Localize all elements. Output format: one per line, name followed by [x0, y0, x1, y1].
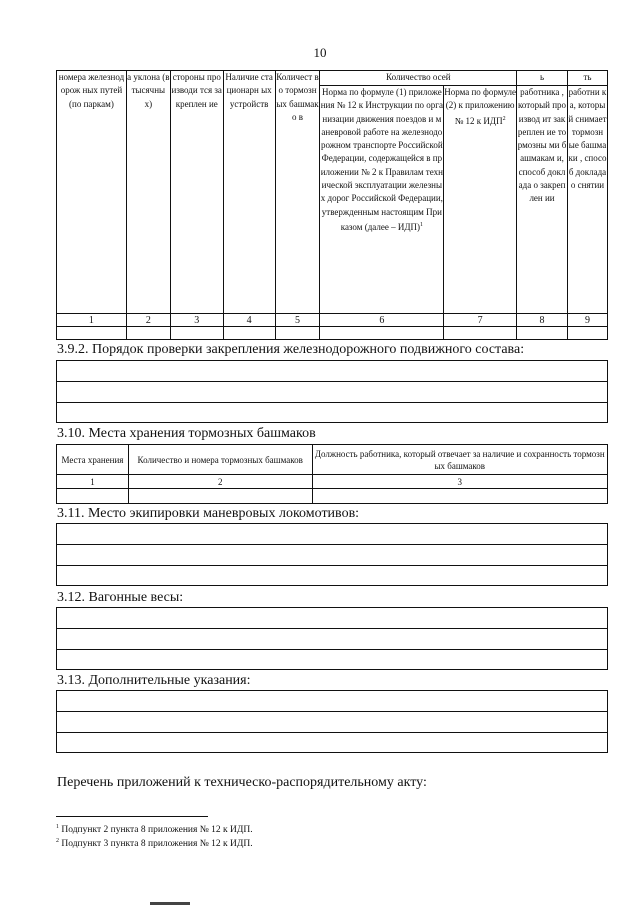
empty-cell [320, 327, 444, 340]
empty-cell [57, 327, 127, 340]
column-number: 7 [444, 314, 517, 327]
header-norm-formula-2: Норма по формуле (2) к приложению № 12 к ИДП$^2$ [444, 86, 517, 314]
appendix-list-heading: Перечень приложений к техническо-распорядительному акту: [57, 775, 427, 790]
header-responsible-position: Должность работника, который отвечает за наличие и сохранность тормозных башмаков [312, 445, 607, 475]
column-number: 8 [517, 314, 568, 327]
section-3-9-2-heading: 3.9.2. Порядок проверки закрепления железнодорожного подвижного состава: [57, 342, 525, 357]
column-number: 2 [128, 475, 312, 489]
column-number: 2 [126, 314, 170, 327]
empty-cell [128, 489, 312, 504]
empty-cell [275, 327, 320, 340]
blank-line [57, 545, 607, 566]
footnote-separator [56, 816, 208, 817]
empty-cell [567, 327, 607, 340]
column-number: 3 [312, 475, 607, 489]
blank-line [57, 629, 607, 650]
header-storage-place: Места хранения [57, 445, 129, 475]
blank-line [57, 403, 607, 422]
header-remover: работни ка, который снимает тормозн ые башмаки , способ доклада о снятии [567, 86, 607, 314]
section-3-10-heading: 3.10. Места хранения тормозных башмаков [57, 426, 316, 441]
footnote-1: $^1$ Подпункт 2 пункта 8 приложения № 12 к ИДП. [56, 824, 253, 836]
column-number: 5 [275, 314, 320, 327]
header-side: стороны производи тся закреплен ие [170, 71, 223, 314]
section-3-13-heading: 3.13. Дополнительные указания: [57, 673, 251, 688]
column-number: 9 [567, 314, 607, 327]
section-3-9-2-lines [56, 360, 608, 423]
empty-cell [170, 327, 223, 340]
storage-table [56, 444, 608, 504]
column-number: 1 [57, 314, 127, 327]
header-stationary-devices: Наличие стационарн ых устройств [223, 71, 275, 314]
column-number: 1 [57, 475, 129, 489]
section-3-13-lines [56, 690, 608, 753]
main-table [56, 70, 608, 340]
empty-cell [57, 489, 129, 504]
blank-line [57, 733, 607, 752]
header-axes-count: Количество осей [320, 71, 517, 86]
header-remover-top: ть [567, 71, 607, 86]
header-shoe-numbers: Количество и номера тормозных башмаков [128, 445, 312, 475]
column-number: 4 [223, 314, 275, 327]
blank-line [57, 566, 607, 585]
blank-line [57, 691, 607, 712]
empty-cell [126, 327, 170, 340]
empty-cell [312, 489, 607, 504]
blank-line [57, 361, 607, 382]
footnote-2: $^2$ Подпункт 3 пункта 8 приложения № 12 к ИДП. [56, 838, 253, 850]
blank-line [57, 608, 607, 629]
header-track-numbers: номера железнодорож ных путей (по паркам) [57, 71, 127, 314]
empty-cell [444, 327, 517, 340]
table-row [57, 327, 608, 340]
header-installer: работника , который производ ит закреплен ие тормозны ми башмакам и, способ доклада о закреплен ии [517, 86, 568, 314]
blank-line [57, 524, 607, 545]
empty-cell [223, 327, 275, 340]
page-number: 10 [313, 45, 327, 60]
table-row [57, 489, 608, 504]
blank-line [57, 382, 607, 403]
blank-line [57, 650, 607, 669]
column-number: 6 [320, 314, 444, 327]
section-3-12-heading: 3.12. Вагонные весы: [57, 590, 184, 605]
empty-cell [517, 327, 568, 340]
blank-line [57, 712, 607, 733]
header-installer-top: ь [517, 71, 568, 86]
section-3-11-lines [56, 523, 608, 586]
header-shoe-count: Количест во тормозн ых башмако в [275, 71, 320, 314]
header-slope: а уклона (в тысячны х) [126, 71, 170, 314]
section-3-11-heading: 3.11. Место экипировки маневровых локомотивов: [57, 506, 360, 521]
header-norm-formula-1: Норма по формуле (1) приложения № 12 к Инструкции по организации движения поездов и маневровой работе на железнодорожном транспорте Российской Федерации, содержащейся в приложении № 2 к Правилам технической эксплуатации железных дорог Российской Федерации, утвержденным настоящим Приказом (далее – ИДП)$^1$ [320, 86, 444, 314]
column-number: 3 [170, 314, 223, 327]
section-3-12-lines [56, 607, 608, 670]
